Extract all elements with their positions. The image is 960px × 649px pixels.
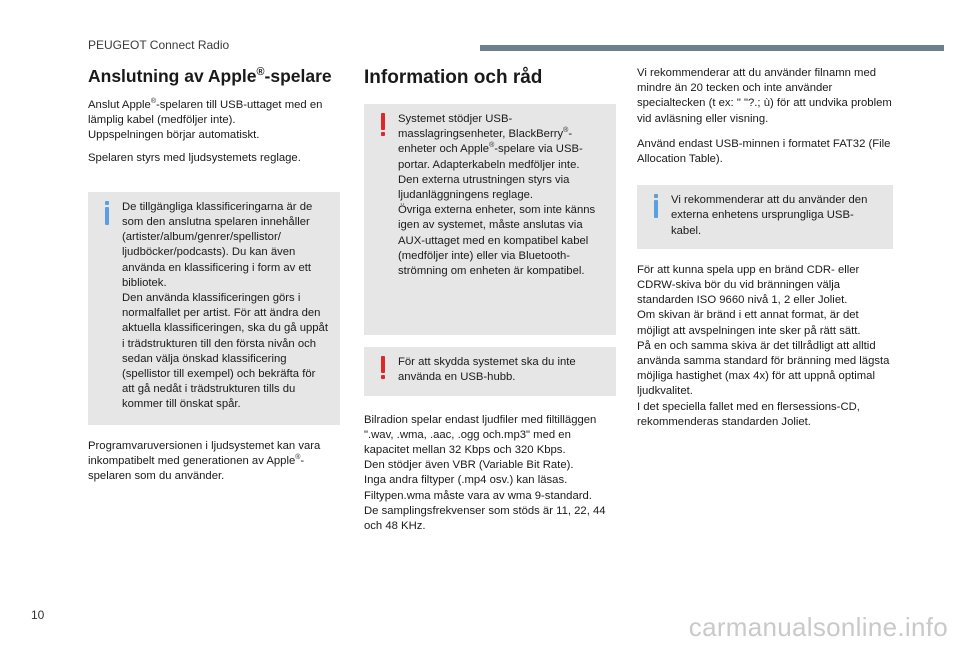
info-icon	[647, 194, 665, 218]
warning-icon	[374, 356, 392, 380]
page-number: 10	[31, 608, 45, 622]
warning-icon	[374, 113, 392, 137]
running-header: PEUGEOT Connect Radio	[88, 38, 230, 52]
paragraph: Bilradion spelar endast ljudfiler med filtilläggen ".wav, .wma, .aac, .ogg och.mp3" med en kapacitet mellan 32 Kbps och 320 Kbps. Den stödjer även VBR (Variable Bit Rate). Inga andra filtyper (.mp4 osv.) kan läsas. Filtypen.wma måste vara av wma 9-standard. De samplingsfrekvenser som stöds är 11, 22, 44 och 48 KHz.	[364, 413, 606, 533]
section-title-info: Information och råd	[364, 67, 543, 88]
warning-box-usb-hub	[364, 347, 616, 395]
paragraph: Spelaren styrs med ljudsystemets reglage.	[88, 151, 301, 164]
info-box	[637, 185, 893, 249]
warning-box	[364, 104, 616, 335]
column-2	[364, 66, 616, 541]
watermark: carmanualsonline.info	[688, 612, 948, 642]
warning-box-text: För att skydda systemet ska du inte använda en USB-hubb.	[398, 356, 576, 384]
warning-box-text: Systemet stödjer USB-masslagringsenheter, BlackBerry®-enheter och Apple®-spelare via USB-portar. Adapterkabeln medföljer inte. Den externa utrustningen styrs via ljudanläggningens reglage. Övriga externa enheter, som inte känns igen av systemet, måste anslutas via AUX-uttaget med en kompatibel kabel (medföljer inte) eller via Bluetooth-strömning om enheten är kompatibel.	[398, 113, 596, 278]
info-box-text: Vi rekommenderar att du använder den externa enhetens ursprungliga USB-kabel.	[671, 194, 868, 237]
paragraph: Programvaruversionen i ljudsystemet kan vara inkompatibelt med generationen av Apple®-spelaren som du använder.	[88, 439, 321, 483]
column-3	[637, 66, 893, 437]
column-1	[88, 66, 340, 491]
info-box	[88, 192, 340, 425]
paragraph: För att kunna spela upp en bränd CDR- eller CDRW-skiva bör du vid bränningen välja standarden ISO 9660 nivå 1, 2 eller Joliet. Om skivan är bränd i ett annat format, är det möjligt att avspelningen inte sker på rätt sätt. På en och samma skiva är det tillrådligt att alltid använda samma standard för bränning med lägsta möjliga hastighet (max 4x) för att uppnå optimal ljudkvalitet. I det speciella fallet med en flersessions-CD, rekommenderas standarden Joliet.	[637, 263, 890, 428]
section-title-apple: Anslutning av Apple®-spelare	[88, 66, 332, 86]
header-bar	[480, 45, 944, 51]
info-box-text: De tillgängliga klassificeringarna är de som den anslutna spelaren innehåller (artister/album/genrer/spellistor/ ljudböcker/podcasts). Du kan även använda en klassificering i form av ett bibliotek. Den använda klassificeringen görs i normalfallet per artist. För att ändra den aktuella klassificeringen, ska du gå uppåt i trädstrukturen till den första nivån och sedan välja önskad klassificering (spellistor till exempel) och bekräfta för att gå nedåt i trädstrukturen tills du kommer till önskat spår.	[122, 200, 328, 411]
paragraph: Vi rekommenderar att du använder filnamn med mindre än 20 tecken och inte använder specialtecken (t ex: " "?.; ù) för att undvika problem vid avläsning eller visning.	[637, 67, 892, 125]
paragraph: Anslut Apple®-spelaren till USB-uttaget med en lämplig kabel (medföljer inte). Uppspelningen börjar automatiskt.	[88, 98, 323, 142]
info-icon	[98, 201, 116, 225]
paragraph: Använd endast USB-minnen i formatet FAT32 (File Allocation Table).	[637, 137, 891, 166]
